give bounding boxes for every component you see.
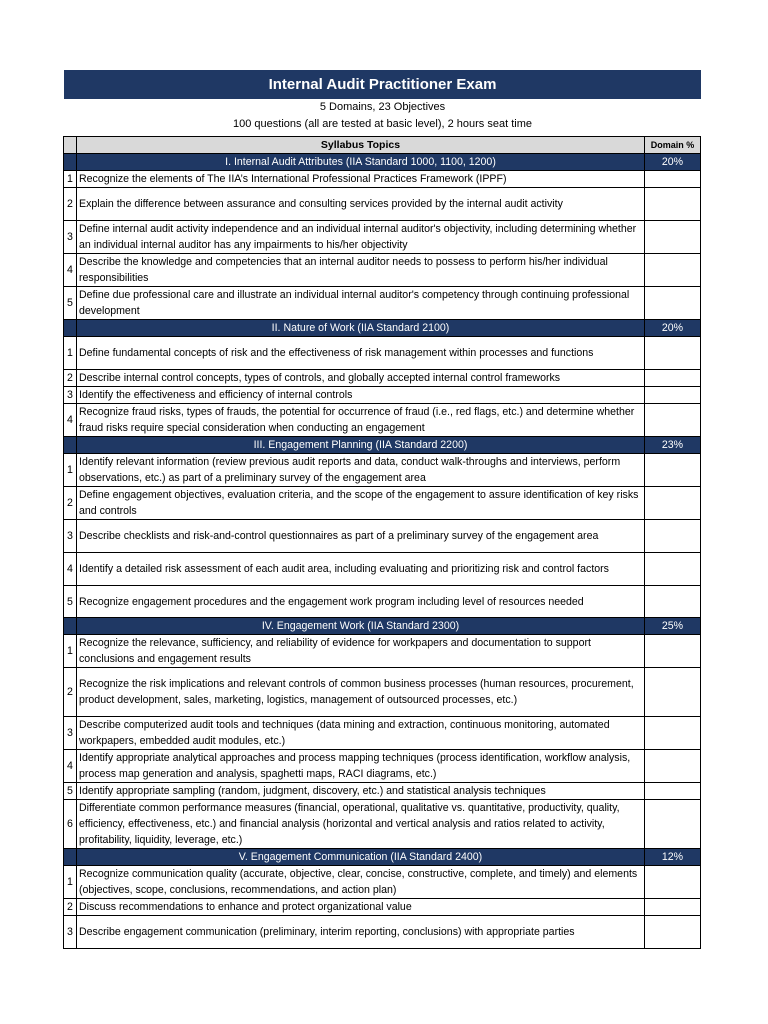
objective-pct-cell (645, 188, 701, 221)
objective-row (64, 287, 701, 320)
objective-pct-cell (645, 370, 701, 387)
syllabus-table (63, 136, 701, 949)
domain-title: III. Engagement Planning (IIA Standard 2200) (77, 437, 645, 454)
objective-row (64, 454, 701, 487)
domain-number-cell (64, 618, 77, 635)
objective-number: 6 (64, 800, 77, 849)
objective-text: Identify a detailed risk assessment of each audit area, including evaluating and prioritizing risk and control factors (77, 553, 645, 586)
domain-title: IV. Engagement Work (IIA Standard 2300) (77, 618, 645, 635)
objective-row (64, 916, 701, 949)
objective-number: 2 (64, 899, 77, 916)
objective-pct-cell (645, 750, 701, 783)
objective-pct-cell (645, 553, 701, 586)
objective-number: 3 (64, 717, 77, 750)
objective-pct-cell (645, 717, 701, 750)
domain-pct: 12% (645, 849, 701, 866)
objective-pct-cell (645, 783, 701, 800)
objective-pct-cell (645, 899, 701, 916)
domain-number-cell (64, 437, 77, 454)
objective-text: Describe internal control concepts, types of controls, and globally accepted internal control frameworks (77, 370, 645, 387)
objective-text: Define engagement objectives, evaluation criteria, and the scope of the engagement to assure identification of key risks and controls (77, 487, 645, 520)
objective-row (64, 520, 701, 553)
objective-row (64, 899, 701, 916)
objective-row (64, 188, 701, 221)
objective-row (64, 370, 701, 387)
objective-number: 1 (64, 337, 77, 370)
domain-pct: 23% (645, 437, 701, 454)
objective-text: Recognize the risk implications and relevant controls of common business processes (human resources, procurement, product development, sales, marketing, logistics, management of outsourced processes, etc.) (77, 668, 645, 717)
objective-row (64, 337, 701, 370)
domain-header-row (64, 320, 701, 337)
objective-number: 3 (64, 387, 77, 404)
objective-pct-cell (645, 254, 701, 287)
domain-number-cell (64, 154, 77, 171)
objective-text: Describe engagement communication (preliminary, interim reporting, conclusions) with appropriate parties (77, 916, 645, 949)
domain-title: I. Internal Audit Attributes (IIA Standard 1000, 1100, 1200) (77, 154, 645, 171)
objective-number: 4 (64, 404, 77, 437)
objective-pct-cell (645, 916, 701, 949)
objective-pct-cell (645, 287, 701, 320)
objective-text: Describe computerized audit tools and techniques (data mining and extraction, continuous monitoring, automated workpapers, embedded audit modules, etc.) (77, 717, 645, 750)
objective-number: 5 (64, 287, 77, 320)
header-topics: Syllabus Topics (77, 137, 645, 154)
domain-pct: 25% (645, 618, 701, 635)
objective-row (64, 586, 701, 618)
objective-row (64, 254, 701, 287)
objective-row (64, 404, 701, 437)
domain-header-row (64, 154, 701, 171)
subtitle-domains: 5 Domains, 23 Objectives (319, 101, 446, 113)
objective-row (64, 487, 701, 520)
objective-row (64, 387, 701, 404)
domain-header-row (64, 618, 701, 635)
objective-number: 4 (64, 750, 77, 783)
objective-pct-cell (645, 404, 701, 437)
objective-pct-cell (645, 387, 701, 404)
header-number-cell (64, 137, 77, 154)
objective-text: Discuss recommendations to enhance and protect organizational value (77, 899, 645, 916)
objective-number: 1 (64, 635, 77, 668)
page-title: Internal Audit Practitioner Exam (64, 70, 701, 99)
objective-pct-cell (645, 221, 701, 254)
objective-row (64, 635, 701, 668)
objective-number: 2 (64, 487, 77, 520)
domain-number-cell (64, 849, 77, 866)
objective-row (64, 750, 701, 783)
objective-pct-cell (645, 337, 701, 370)
objective-number: 5 (64, 783, 77, 800)
objective-text: Recognize engagement procedures and the engagement work program including level of resources needed (77, 586, 645, 618)
objective-pct-cell (645, 520, 701, 553)
objective-text: Recognize the elements of The IIA’s International Professional Practices Framework (IPPF) (77, 171, 645, 188)
objective-number: 2 (64, 188, 77, 221)
objective-text: Define fundamental concepts of risk and the effectiveness of risk management within processes and functions (77, 337, 645, 370)
objective-text: Identify appropriate analytical approaches and process mapping techniques (process identification, workflow analysis, process map generation and analysis, spaghetti maps, RACI diagrams, etc.) (77, 750, 645, 783)
domain-pct: 20% (645, 154, 701, 171)
objective-row (64, 866, 701, 899)
objective-text: Recognize communication quality (accurate, objective, clear, concise, constructive, complete, and timely) and elements (objectives, scope, conclusions, recommendations, and action plan) (77, 866, 645, 899)
domain-title: V. Engagement Communication (IIA Standard 2400) (77, 849, 645, 866)
domain-number-cell (64, 320, 77, 337)
objective-number: 4 (64, 254, 77, 287)
objective-pct-cell (645, 487, 701, 520)
objective-pct-cell (645, 454, 701, 487)
objective-number: 1 (64, 171, 77, 188)
objective-number: 1 (64, 454, 77, 487)
objective-row (64, 717, 701, 750)
objective-pct-cell (645, 866, 701, 899)
objective-text: Identify appropriate sampling (random, judgment, discovery, etc.) and statistical analysis techniques (77, 783, 645, 800)
objective-pct-cell (645, 586, 701, 618)
objective-text: Explain the difference between assurance and consulting services provided by the internal audit activity (77, 188, 645, 221)
objective-pct-cell (645, 635, 701, 668)
objective-row (64, 553, 701, 586)
header-domain-pct: Domain % (645, 137, 701, 154)
objective-number: 5 (64, 586, 77, 618)
objective-text: Identify the effectiveness and efficiency of internal controls (77, 387, 645, 404)
objective-number: 3 (64, 520, 77, 553)
objective-row (64, 668, 701, 717)
objective-number: 3 (64, 221, 77, 254)
objective-text: Define due professional care and illustrate an individual internal auditor's competency through continuing professional development (77, 287, 645, 320)
domain-pct: 20% (645, 320, 701, 337)
domain-header-row (64, 849, 701, 866)
domain-header-row (64, 437, 701, 454)
objective-pct-cell (645, 171, 701, 188)
objective-text: Differentiate common performance measures (financial, operational, qualitative vs. quantitative, productivity, quality, efficiency, effectiveness, etc.) and financial analysis (horizontal and vertical analysis and ratios related to activity, profitability, liquidity, leverage, etc.) (77, 800, 645, 849)
objective-text: Describe checklists and risk-and-control questionnaires as part of a preliminary survey of the engagement area (77, 520, 645, 553)
objective-number: 2 (64, 370, 77, 387)
objective-text: Describe the knowledge and competencies that an internal auditor needs to possess to perform his/her individual responsibilities (77, 254, 645, 287)
objective-text: Identify relevant information (review previous audit reports and data, conduct walk-throughs and interviews, perform observations, etc.) as part of a preliminary survey of the engagement area (77, 454, 645, 487)
objective-number: 3 (64, 916, 77, 949)
objective-number: 1 (64, 866, 77, 899)
objective-pct-cell (645, 668, 701, 717)
objective-text: Define internal audit activity independence and an individual internal auditor's objectivity, including determining whether an individual internal auditor has any impairments to his/her objectivity (77, 221, 645, 254)
objective-row (64, 171, 701, 188)
subtitle-questions: 100 questions (all are tested at basic level), 2 hours seat time (233, 118, 532, 130)
objective-row (64, 221, 701, 254)
table-header-row (64, 137, 701, 154)
objective-text: Recognize the relevance, sufficiency, and reliability of evidence for workpapers and documentation to support conclusions and engagement results (77, 635, 645, 668)
objective-pct-cell (645, 800, 701, 849)
objective-number: 2 (64, 668, 77, 717)
objective-row (64, 783, 701, 800)
domain-title: II. Nature of Work (IIA Standard 2100) (77, 320, 645, 337)
syllabus-table-body (64, 137, 701, 949)
objective-number: 4 (64, 553, 77, 586)
objective-text: Recognize fraud risks, types of frauds, the potential for occurrence of fraud (i.e., red flags, etc.) and determine whether fraud risks require special consideration when conducting an engagement (77, 404, 645, 437)
objective-row (64, 800, 701, 849)
